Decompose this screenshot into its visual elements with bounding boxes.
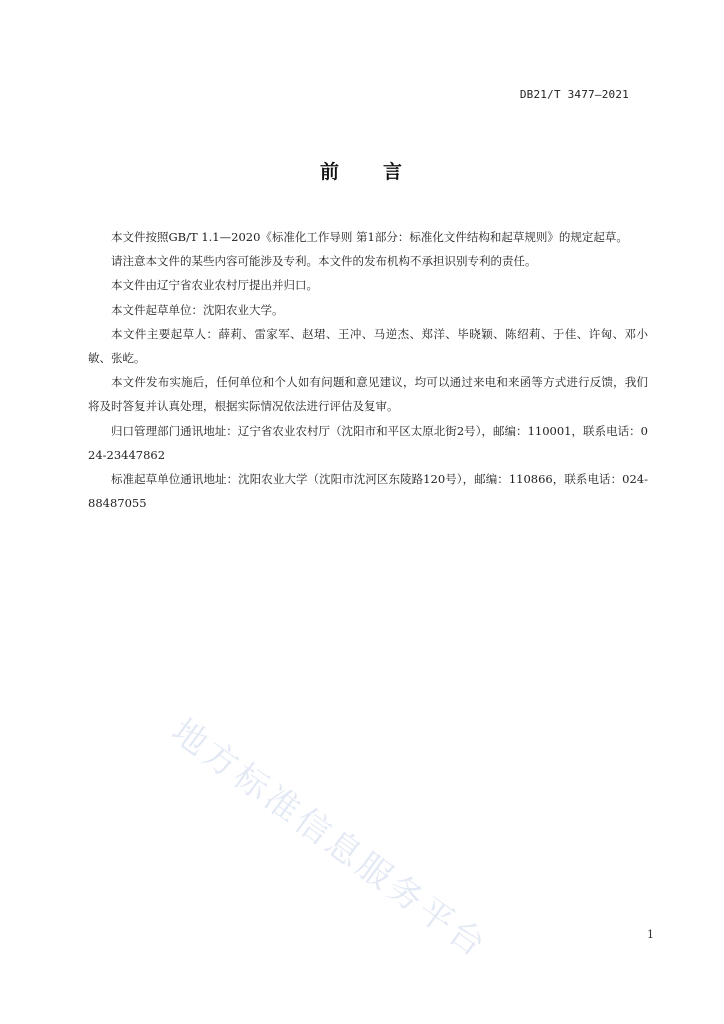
paragraph-drafting-unit: 本文件起草单位：沈阳农业大学。 [111,302,284,317]
paragraph-patent-notice: 请注意本文件的某些内容可能涉及专利。本文件的发布机构不承担识别专利的责任。 [111,254,537,269]
watermark: 地方标准信息服务平台 [164,711,496,967]
title-part-1: 前 [319,161,341,183]
paragraph-drafter-address: 标准起草单位通讯地址：沈阳农业大学（沈阳市沈河区东陵路120号），邮编：110866，联系电话：024-88487055 [88,472,648,511]
foreword-body [88,225,648,515]
paragraph-drafting-rules: 本文件按照GB/T 1.1—2020《标准化工作导则 第1部分：标准化文件结构和起草规则》的规定起草。 [111,230,628,244]
paragraph-proposer: 本文件由辽宁省农业农村厅提出并归口。 [111,278,318,293]
page-title [0,157,724,184]
title-part-2: 言 [383,161,405,183]
paragraph-feedback: 本文件发布实施后，任何单位和个人如有问题和意见建议，均可以通过来电和来函等方式进行反馈，我们将及时答复并认真处理，根据实际情况依法进行评估及复审。 [88,375,648,414]
page-number: 1 [647,928,654,941]
document-code: DB21/T 3477—2021 [519,88,629,101]
paragraph-admin-address: 归口管理部门通讯地址：辽宁省农业农村厅（沈阳市和平区太原北街2号），邮编：110001，联系电话：024-23447862 [88,423,648,462]
paragraph-drafters: 本文件主要起草人：薛莉、雷家军、赵珺、王冲、马逆杰、郑洋、毕晓颖、陈绍莉、于佳、许匈、邓小敏、张屹。 [88,326,648,366]
